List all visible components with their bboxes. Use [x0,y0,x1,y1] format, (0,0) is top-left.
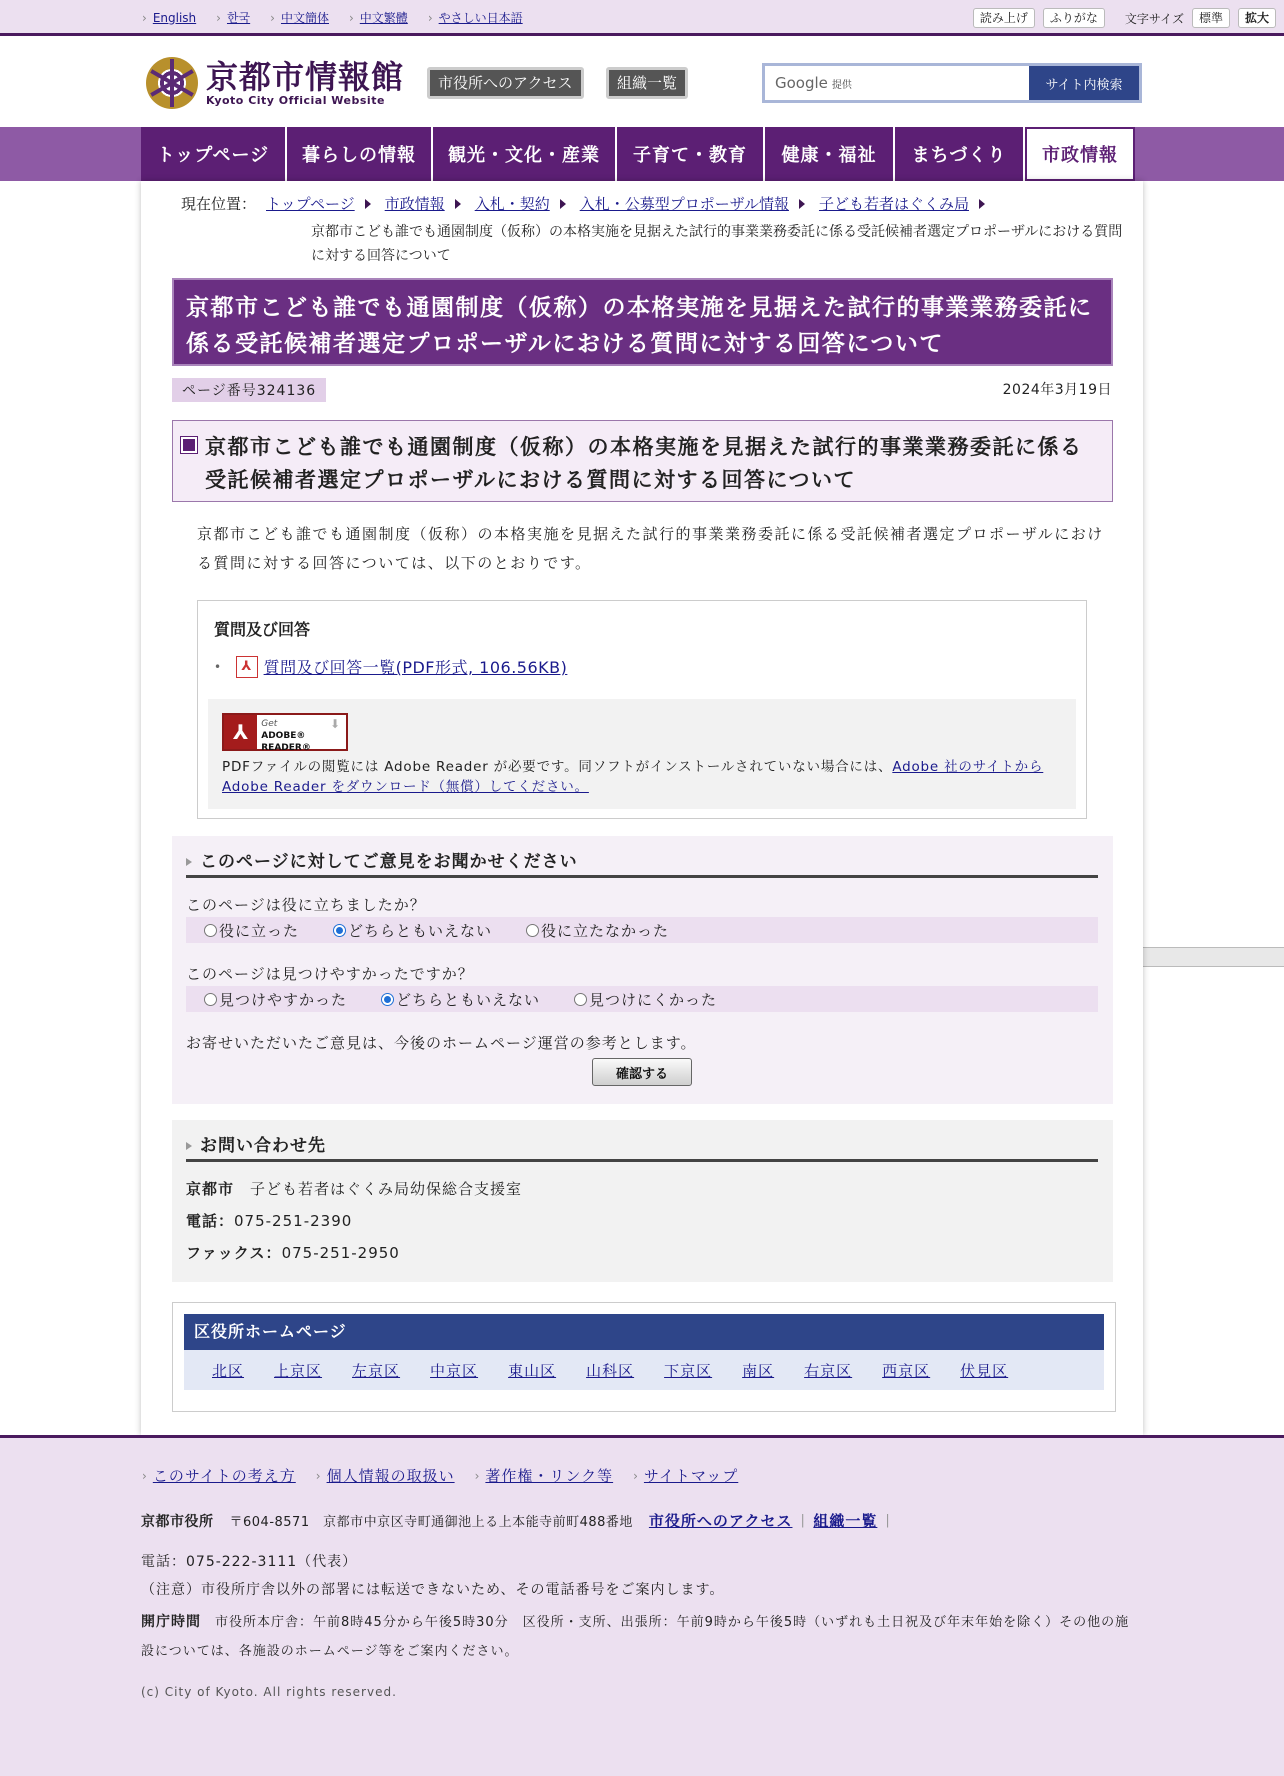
ward-link[interactable]: 東山区 [508,1361,557,1380]
ward-link[interactable]: 右京区 [804,1361,853,1380]
radio-button[interactable] [574,993,587,1006]
breadcrumb-bids[interactable]: 入札・契約 [474,195,550,213]
breadcrumb-top[interactable]: トップページ [266,195,355,213]
main-content [141,181,1143,1435]
feedback-form [172,836,1113,1104]
chevron-right-icon: › [142,1468,147,1483]
pdf-icon: ⅄ [236,656,258,678]
feedback-note: お寄せいただいたご意見は、今後のホームページ運営の参考とします。 [186,1034,697,1052]
furigana-button[interactable]: ふりがな [1043,8,1105,28]
footer-org-list-link[interactable]: 組織一覧 [813,1512,878,1530]
chevron-right-icon: › [348,10,354,25]
triangle-right-icon [186,858,192,866]
font-large-button[interactable]: 拡大 [1238,8,1276,28]
confirm-button[interactable]: 確認する [592,1058,692,1086]
ward-link[interactable]: 下京区 [664,1361,713,1380]
triangle-right-icon [799,199,805,209]
ward-link[interactable]: 南区 [742,1361,775,1380]
radio-button-selected[interactable] [333,924,346,937]
ward-link[interactable]: 左京区 [352,1361,401,1380]
footer-sitemap-link[interactable]: サイトマップ [643,1467,739,1485]
qa-box [197,600,1087,819]
logo-title: 京都市情報館 [206,57,405,96]
adobe-get-label: Get [261,719,278,729]
page-number: ページ番号324136 [172,378,326,402]
breadcrumb-bureau[interactable]: 子ども若者はぐくみ局 [818,195,969,213]
radio-group-findable [186,986,1098,1012]
nav-top[interactable]: トップページ [141,127,287,181]
adobe-reader-notice [208,699,1076,809]
chevron-right-icon: › [142,10,147,25]
site-search-button[interactable]: サイト内検索 [1029,66,1139,100]
question-findable: このページは見つけやすかったですか？ [186,965,474,983]
utility-tools [973,8,1284,28]
font-size-label: 文字サイズ [1124,11,1184,26]
breadcrumb-proposals[interactable]: 入札・公募型プロポーザル情報 [579,195,789,213]
question-useful: このページは役に立ちましたか？ [186,896,426,914]
ward-heading: 区役所ホームページ [184,1314,1104,1350]
get-adobe-reader-badge[interactable] [222,713,348,751]
nav-city-info[interactable]: 市政情報 [1025,127,1135,181]
radio-button[interactable] [526,924,539,937]
adobe-reader-label: ADOBE® READER® [261,731,311,753]
search-provided-label: 提供 [831,80,852,91]
ward-link[interactable]: 北区 [212,1361,245,1380]
footer-access-link[interactable]: 市役所へのアクセス [648,1512,793,1530]
search-input[interactable] [765,66,1029,100]
kyoto-emblem-icon [146,57,198,109]
radio-button[interactable] [204,924,217,937]
nav-town[interactable]: まちづくり [895,127,1025,181]
chevron-right-icon: › [315,1468,321,1483]
lang-easy-japanese-link[interactable]: やさしい日本語 [438,11,523,25]
breadcrumb-current: 京都市こども誰でも通園制度（仮称）の本格実施を見据えた試行的事業業務委託に係る受託候補者選定プロポーザルにおける質問に対する回答について [311,224,1123,264]
radio-group-useful [186,917,1098,943]
site-header [0,39,1284,127]
contact-org-bold: 京都市 [186,1180,235,1198]
footer-hours: 市役所本庁舎：午前8時45分から午後5時30分 区役所・支所、出張所：午前9時から午後5時（いずれも土日祝及び年末年始を除く）その他の施設については、各施設のホームページ等をご案内ください。 [141,1615,1130,1659]
ward-link[interactable]: 山科区 [586,1361,635,1380]
lead-text: 京都市こども誰でも通園制度（仮称）の本格実施を見据えた試行的事業業務委託に係る受託候補者選定プロポーザルにおける質問に対する回答については、以下のとおりです。 [197,525,1104,572]
contact-tel: 075-251-2390 [234,1212,353,1230]
triangle-right-icon [186,1142,192,1150]
google-brand: Google [775,74,828,92]
breadcrumb-label: 現在位置： [181,195,257,213]
contact-section [172,1120,1113,1282]
contact-fax: 075-251-2950 [281,1244,400,1262]
contact-tel-label: 電話： [186,1212,235,1230]
update-date: 2024年3月19日 [1002,382,1112,398]
radio-findable-yes[interactable]: 見つけやすかった [204,989,347,1010]
radio-useful-yes[interactable]: 役に立った [204,920,299,941]
radio-findable-neutral[interactable]: どちらともいえない [381,989,540,1010]
triangle-right-icon [560,199,566,209]
footer-hours-label: 開庁時間 [141,1614,201,1630]
footer-privacy-link[interactable]: 個人情報の取扱い [326,1467,455,1485]
contact-heading: お問い合わせ先 [186,1132,1098,1162]
lang-traditional-chinese-link[interactable]: 中文繁體 [359,11,408,25]
chevron-right-icon: › [474,1468,480,1483]
page-title: 京都市こども誰でも通園制度（仮称）の本格実施を見据えた試行的事業業務委託に係る受託候補者選定プロポーザルにおける質問に対する回答について [172,278,1113,366]
nav-childcare[interactable]: 子育て・教育 [617,127,765,181]
global-nav [0,127,1284,181]
logo-subtitle: Kyoto City Official Website [206,93,385,107]
site-logo[interactable] [146,57,404,109]
contact-org: 子ども若者はぐくみ局幼保総合支援室 [250,1180,523,1198]
footer-city-hall: 京都市役所 [141,1513,214,1530]
adobe-logo-icon: ⅄ [224,715,257,749]
radio-useful-neutral[interactable]: どちらともいえない [333,920,492,941]
contact-fax-label: ファックス： [186,1244,282,1262]
radio-findable-no[interactable]: 見つけにくかった [574,989,717,1010]
language-links [142,9,543,26]
footer-address-text: 〒604-8571 京都市中京区寺町通御池上る上本能寺前町488番地 [229,1515,633,1530]
lang-simplified-chinese-link[interactable]: 中文簡体 [280,11,329,25]
radio-button-selected[interactable] [381,993,394,1006]
ward-list [184,1350,1104,1390]
lang-korean-link[interactable]: 한국 [226,11,251,25]
lang-english-link[interactable]: English [152,10,197,25]
feedback-heading: このページに対してご意見をお聞かせください [186,848,1098,878]
square-bullet-icon [181,437,197,453]
section-heading [172,420,1113,502]
ward-link[interactable]: 伏見区 [960,1361,1009,1380]
nav-health[interactable]: 健康・福祉 [765,127,895,181]
footer-address: 京都市役所 〒604-8571 京都市中京区寺町通御池上る上本能寺前町488番地 市役所へのアクセス | 組織一覧 | [141,1512,891,1530]
nav-tourism[interactable]: 観光・文化・産業 [433,127,617,181]
nav-living[interactable]: 暮らしの情報 [287,127,433,181]
chevron-right-icon: › [633,1468,638,1483]
qa-title: 質問及び回答 [214,620,311,639]
site-search [762,63,1142,103]
ward-link[interactable]: 中京区 [430,1361,479,1380]
breadcrumb-city-info[interactable]: 市政情報 [384,195,445,213]
chevron-right-icon: › [216,10,221,25]
org-list-button[interactable]: 組織一覧 [606,67,688,99]
copyright: (c) City of Kyoto. All rights reserved. [141,1685,397,1699]
adobe-notice-text: PDFファイルの閲覧には Adobe Reader が必要です。同ソフトがインストールされていない場合には、 [222,759,893,775]
footer-tel-note: （注意）市役所庁舎以外の部署には転送できないため、その電話番号をご案内します。 [141,1582,725,1598]
adobe-download-link[interactable]: Adobe 社のサイトから Adobe Reader をダウンロード（無償）してください。 [222,759,1044,795]
font-standard-button[interactable]: 標準 [1192,8,1230,28]
triangle-right-icon [979,199,985,209]
ward-link[interactable]: 西京区 [882,1361,931,1380]
footer-policy-link[interactable]: このサイトの考え方 [152,1467,296,1485]
ward-link[interactable]: 上京区 [274,1361,323,1380]
breadcrumb [181,193,1123,268]
bullet-icon: • [214,659,222,674]
download-arrow-icon: ⬇ [330,717,341,731]
city-hall-access-button[interactable]: 市役所へのアクセス [427,67,584,99]
read-aloud-button[interactable]: 読み上げ [973,8,1035,28]
qa-pdf-link[interactable]: 質問及び回答一覧(PDF形式, 106.56KB) [263,658,568,677]
radio-useful-no[interactable]: 役に立たなかった [526,920,669,941]
ward-offices [172,1302,1116,1412]
footer-links [142,1465,758,1486]
site-footer [0,1435,1284,1776]
chevron-right-icon: › [427,10,433,25]
footer-tel: 電話：075-222-3111（代表） [141,1554,358,1570]
triangle-right-icon [365,199,371,209]
radio-button[interactable] [204,993,217,1006]
section-heading-text: 京都市こども誰でも通園制度（仮称）の本格実施を見据えた試行的事業業務委託に係る受託候補者選定プロポーザルにおける質問に対する回答について [205,435,1083,492]
utility-bar [0,0,1284,36]
triangle-right-icon [455,199,461,209]
chevron-right-icon: › [270,10,275,25]
footer-copyright-link[interactable]: 著作権・リンク等 [485,1467,614,1485]
